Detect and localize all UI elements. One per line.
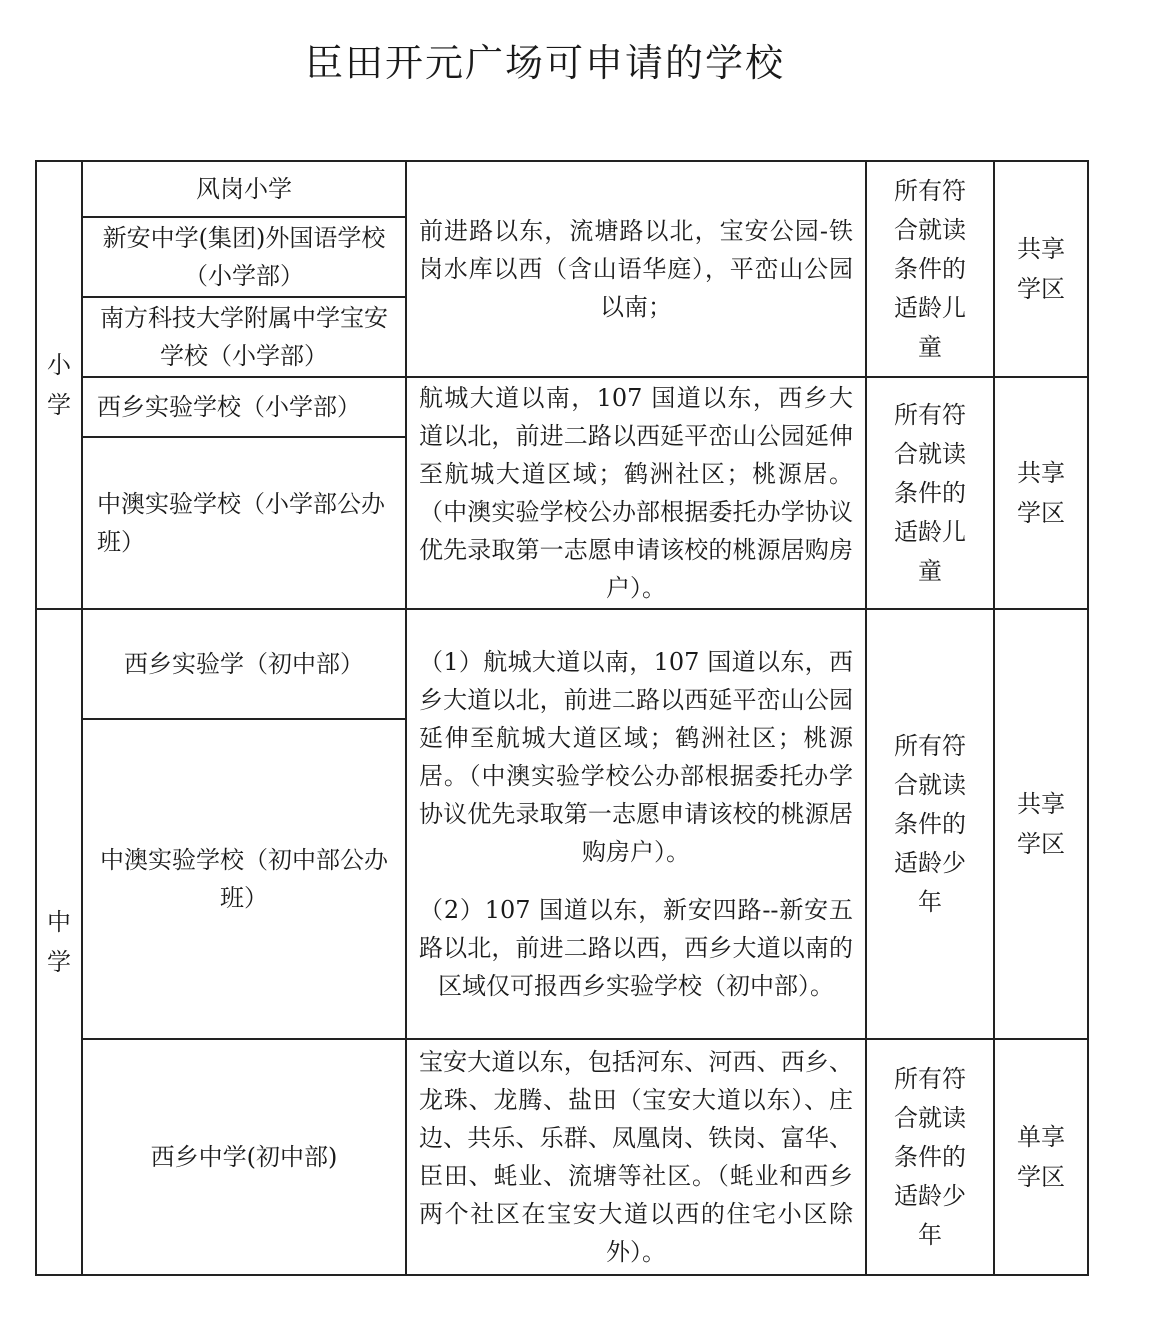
school-cell: 中澳实验学校（小学部公办班） <box>82 437 406 609</box>
eligibility-cell <box>866 609 994 1039</box>
zone-text: 共享学区 <box>1017 459 1065 527</box>
table-row <box>36 1039 1088 1275</box>
school-cell: 中澳实验学校（初中部公办班） <box>82 719 406 1039</box>
school-cell: 西乡实验学（初中部） <box>82 609 406 719</box>
eligibility-text: 所有符合就读条件的适龄儿童 <box>894 400 966 585</box>
eligibility-text: 所有符合就读条件的适龄少年 <box>894 731 966 916</box>
school-table <box>35 160 1089 1276</box>
zone-text: 共享学区 <box>1017 235 1065 303</box>
eligibility-cell <box>866 1039 994 1275</box>
zone-cell <box>994 1039 1088 1275</box>
school-cell: 风岗小学 <box>82 161 406 217</box>
page-title: 臣田开元广场可申请的学校 <box>304 41 785 85</box>
school-cell: 南方科技大学附属中学宝安学校（小学部） <box>82 297 406 377</box>
school-cell: 新安中学(集团)外国语学校（小学部） <box>82 217 406 297</box>
area-cell: 航城大道以南，107 国道以东，西乡大道以北，前进二路以西延平峦山公园延伸至航城大道区域；鹤洲社区；桃源居。（中澳实验学校公办部根据委托办学协议优先录取第一志愿申请该校的桃源居购房户）。 <box>406 377 866 609</box>
level-primary-cell <box>36 161 82 609</box>
area-cell: 前进路以东，流塘路以北，宝安公园-铁岗水库以西（含山语华庭），平峦山公园以南； <box>406 161 866 377</box>
level-middle-label: 中学 <box>47 908 71 976</box>
table-row <box>36 161 1088 217</box>
zone-cell <box>994 609 1088 1039</box>
eligibility-text: 所有符合就读条件的适龄少年 <box>894 1064 966 1249</box>
zone-cell <box>994 161 1088 377</box>
zone-text: 共享学区 <box>1017 790 1065 858</box>
eligibility-text: 所有符合就读条件的适龄儿童 <box>894 176 966 361</box>
school-cell: 西乡中学(初中部) <box>82 1039 406 1275</box>
zone-text: 单享学区 <box>1017 1123 1065 1191</box>
table-row <box>36 377 1088 437</box>
zone-cell <box>994 377 1088 609</box>
level-middle-cell <box>36 609 82 1275</box>
eligibility-cell <box>866 161 994 377</box>
level-primary-label: 小学 <box>47 351 71 419</box>
school-cell: 西乡实验学校（小学部） <box>82 377 406 437</box>
area-cell <box>406 609 866 1039</box>
area-cell: 宝安大道以东，包括河东、河西、西乡、龙珠、龙腾、盐田（宝安大道以东）、庄边、共乐、乐群、凤凰岗、铁岗、富华、臣田、蚝业、流塘等社区。（蚝业和西乡两个社区在宝安大道以西的住宅小区除外）。 <box>406 1039 866 1275</box>
table-row <box>36 609 1088 719</box>
area-paragraph-1: （1）航城大道以南，107 国道以东，西乡大道以北，前进二路以西延平峦山公园延伸至航城大道区域；鹤洲社区；桃源居。（中澳实验学校公办部根据委托办学协议优先录取第一志愿申请该校的桃源居购房户）。 <box>419 648 853 866</box>
area-paragraph-2: （2）107 国道以东，新安四路--新安五路以北，前进二路以西，西乡大道以南的区域仅可报西乡实验学校（初中部）。 <box>419 896 853 1000</box>
eligibility-cell <box>866 377 994 609</box>
